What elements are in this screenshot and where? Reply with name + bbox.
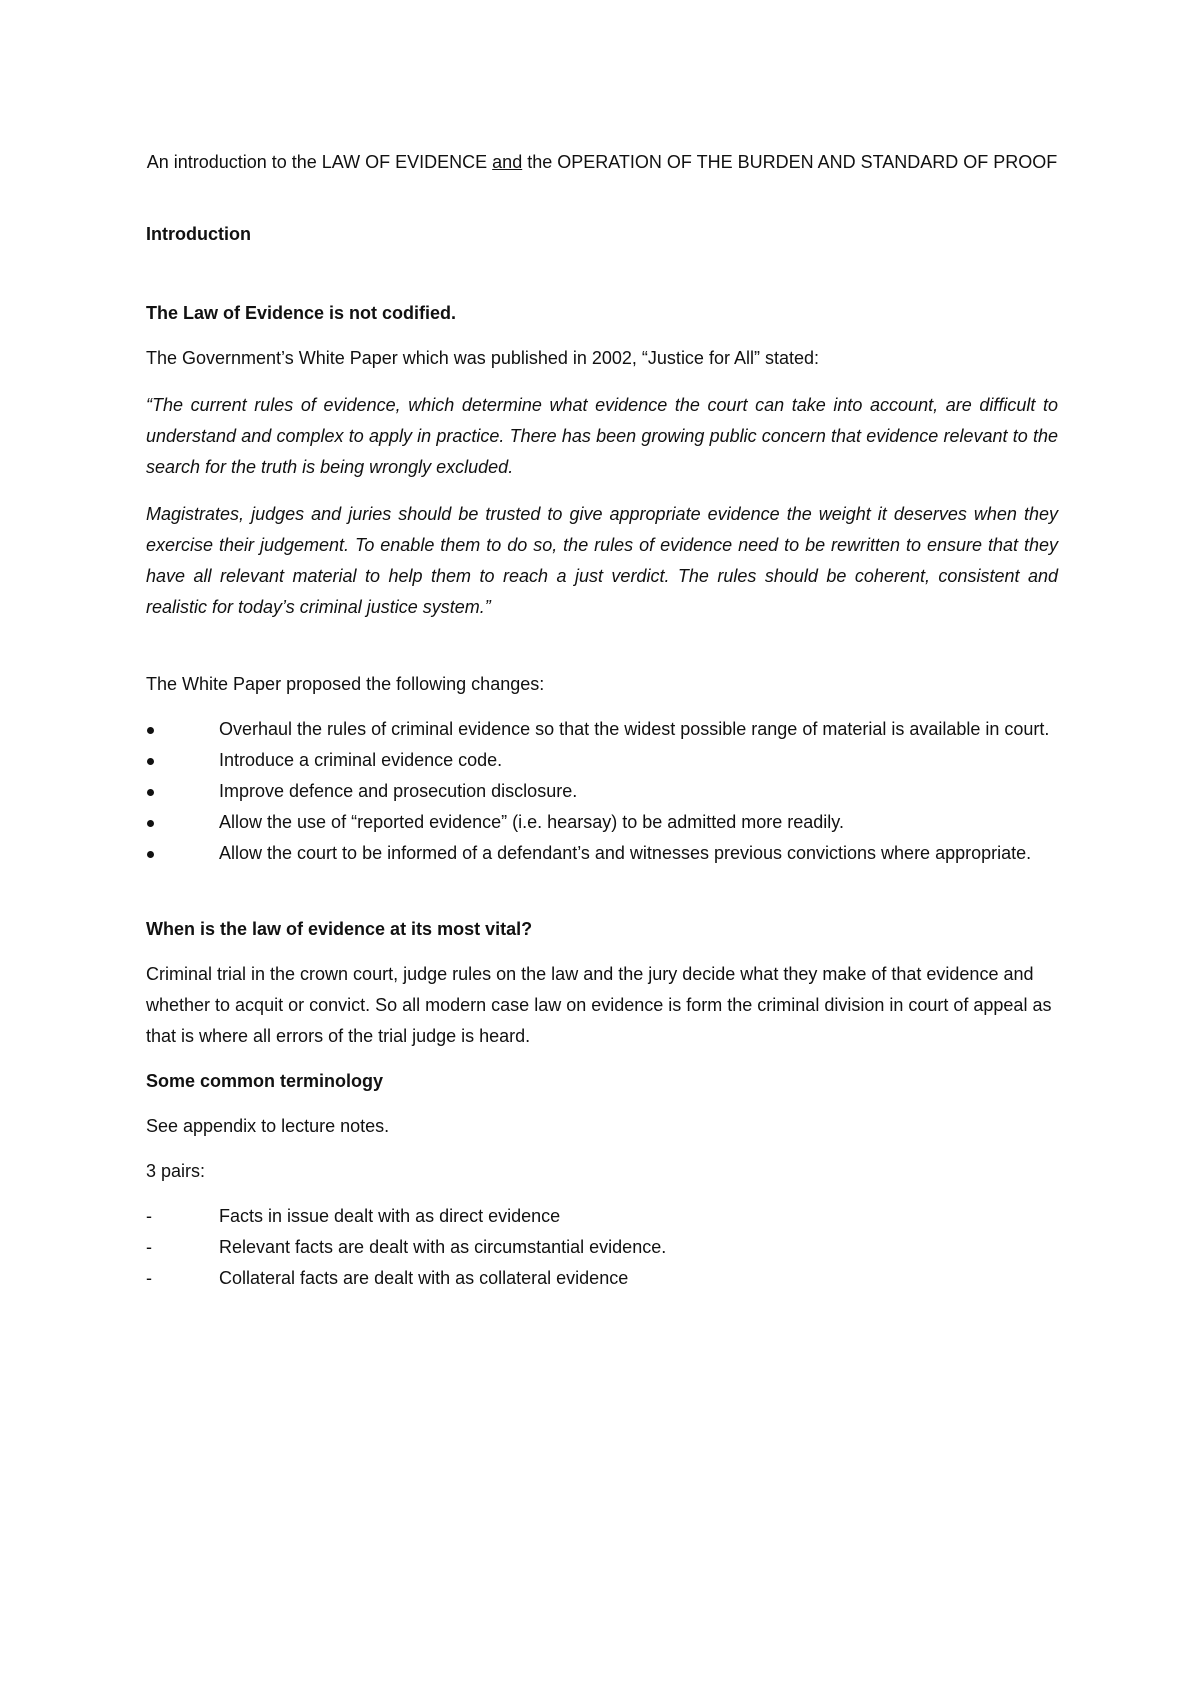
bullet-icon (146, 776, 166, 807)
title-and-underlined: and (492, 152, 523, 172)
list-item-text: Collateral facts are dealt with as collateral evidence (219, 1268, 629, 1288)
list-item-text: Allow the use of “reported evidence” (i.e. hearsay) to be admitted more readily. (219, 812, 844, 832)
most-vital-text: Criminal trial in the crown court, judge rules on the law and the jury decide what they make of that evidence and whether to acquit or convict. So all modern case law on evidence is form the criminal division in court of appeal as that is where all errors of the trial judge is heard. (146, 964, 1052, 1046)
white-paper-intro: The Government’s White Paper which was published in 2002, “Justice for All” stated: (146, 348, 819, 368)
dash-marker: - (146, 1268, 152, 1288)
list-item (146, 776, 1058, 807)
list-item (146, 1201, 1058, 1232)
list-item (146, 1263, 1058, 1294)
dash-marker: - (146, 1237, 152, 1257)
list-item (146, 807, 1058, 838)
bullet-icon (146, 807, 166, 838)
document-body (146, 146, 1058, 1294)
list-item-text: Overhaul the rules of criminal evidence so that the widest possible range of material is available in court. (219, 719, 1050, 739)
terminology-heading: Some common terminology (146, 1071, 384, 1091)
title-part-2: the OPERATION OF THE BURDEN AND STANDARD OF PROOF (522, 152, 1058, 172)
pairs-list (146, 1201, 1058, 1294)
quote-paragraph-1: “The current rules of evidence, which determine what evidence the court can take into account, are difficult to understand and complex to apply in practice. There has been growing public concern that evidence relevant to the search for the truth is being wrongly excluded. (146, 395, 1058, 477)
quote-paragraph-2: Magistrates, judges and juries should be trusted to give appropriate evidence the weight it deserves when they exercise their judgement. To enable them to do so, the rules of evidence need to be rewritten to ensure that they have all relevant material to help them to reach a just verdict. The rules should be coherent, consistent and realistic for today’s criminal justice system.” (146, 504, 1058, 617)
list-item (146, 1232, 1058, 1263)
list-item (146, 838, 1058, 869)
not-codified-heading: The Law of Evidence is not codified. (146, 303, 457, 323)
introduction-heading: Introduction (146, 224, 251, 244)
title-part-1: An introduction to the LAW OF EVIDENCE (146, 152, 493, 172)
list-item-text: Facts in issue dealt with as direct evidence (219, 1206, 561, 1226)
bullet-icon (146, 745, 166, 776)
most-vital-heading: When is the law of evidence at its most vital? (146, 919, 533, 939)
proposed-changes-intro: The White Paper proposed the following changes: (146, 674, 545, 694)
list-item-text: Improve defence and prosecution disclosure. (219, 781, 578, 801)
list-item (146, 714, 1058, 745)
bullet-icon (146, 838, 166, 869)
pairs-label: 3 pairs: (146, 1161, 206, 1181)
list-item-text: Allow the court to be informed of a defendant’s and witnesses previous convictions where appropriate. (219, 843, 1032, 863)
list-item-text: Introduce a criminal evidence code. (219, 750, 503, 770)
bullet-icon (146, 714, 166, 745)
list-item (146, 745, 1058, 776)
dash-marker: - (146, 1206, 152, 1226)
list-item-text: Relevant facts are dealt with as circumstantial evidence. (219, 1237, 667, 1257)
proposed-changes-list (146, 714, 1058, 869)
appendix-text: See appendix to lecture notes. (146, 1116, 390, 1136)
document-title (146, 146, 1058, 179)
